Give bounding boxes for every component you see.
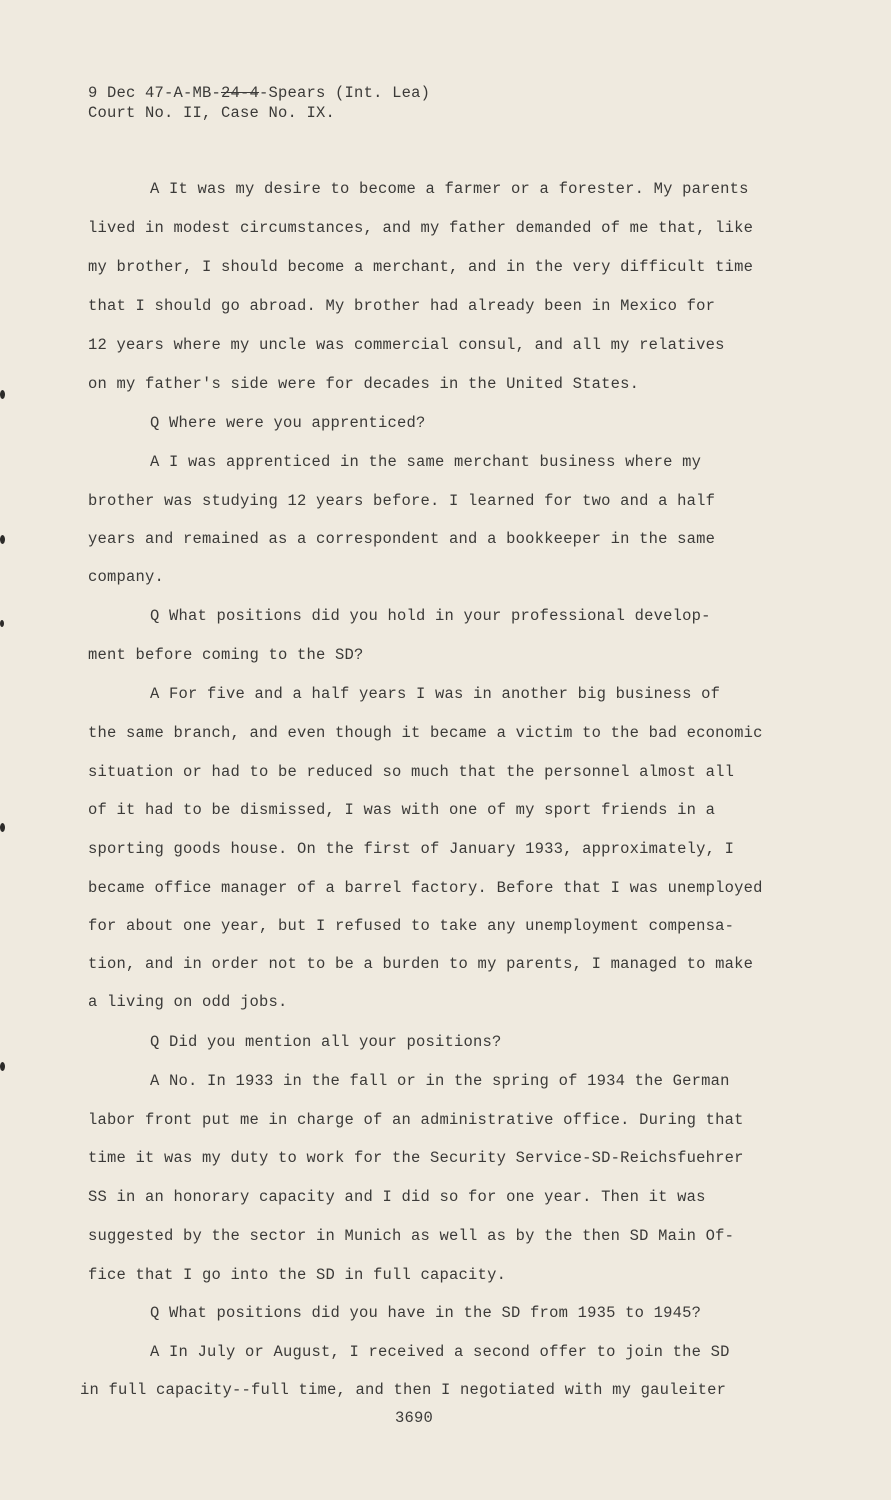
binder-mark <box>0 620 4 627</box>
text-line: ment before coming to the SD? <box>88 646 364 664</box>
header-struck-text: 24-4 <box>221 84 260 102</box>
text-line: Q What positions did you hold in your professional develop- <box>150 607 711 625</box>
text-line: for about one year, but I refused to take any unemployment compensa- <box>88 917 735 935</box>
binder-mark <box>0 823 5 832</box>
binder-mark <box>0 390 5 399</box>
text-line: time it was my duty to work for the Security Service-SD-Reichsfuehrer <box>88 1149 744 1167</box>
text-line: in full capacity--full time, and then I negotiated with my gauleiter <box>80 1381 727 1399</box>
text-line: tion, and in order not to be a burden to my parents, I managed to make <box>88 955 754 973</box>
text-line: my brother, I should become a merchant, and in the very difficult time <box>88 258 754 276</box>
text-line: A For five and a half years I was in another big business of <box>150 685 721 703</box>
text-line: the same branch, and even though it became a victim to the bad economic <box>88 724 763 742</box>
header-line-2: Court No. II, Case No. IX. <box>88 104 336 122</box>
text-line: fice that I go into the SD in full capacity. <box>88 1266 507 1284</box>
text-line: became office manager of a barrel factory. Before that I was unemployed <box>88 879 763 897</box>
header-prefix: 9 Dec 47-A-MB- <box>88 84 222 102</box>
text-line: A In July or August, I received a second offer to join the SD <box>150 1343 730 1361</box>
text-line: 12 years where my uncle was commercial consul, and all my relatives <box>88 336 725 354</box>
text-line: Q Where were you apprenticed? <box>150 414 426 432</box>
header-line-1 <box>88 84 430 102</box>
binder-mark <box>0 535 5 544</box>
text-line: SS in an honorary capacity and I did so for one year. Then it was <box>88 1188 706 1206</box>
text-line: that I should go abroad. My brother had already been in Mexico for <box>88 297 716 315</box>
text-line: Q What positions did you have in the SD from 1935 to 1945? <box>150 1304 702 1322</box>
text-line: A It was my desire to become a farmer or a forester. My parents <box>150 180 749 198</box>
header-suffix: -Spears (Int. Lea) <box>259 84 431 102</box>
text-line: sporting goods house. On the first of January 1933, approximately, I <box>88 840 735 858</box>
text-line: a living on odd jobs. <box>88 993 288 1011</box>
text-line: Q Did you mention all your positions? <box>150 1033 502 1051</box>
text-line: situation or had to be reduced so much that the personnel almost all <box>88 763 735 781</box>
text-line: lived in modest circumstances, and my father demanded of me that, like <box>88 219 754 237</box>
text-line: A No. In 1933 in the fall or in the spring of 1934 the German <box>150 1072 730 1090</box>
binder-mark <box>0 1062 5 1071</box>
page-number: 3690 <box>395 1409 434 1427</box>
text-line: labor front put me in charge of an administrative office. During that <box>88 1111 744 1129</box>
text-line: company. <box>88 568 165 586</box>
text-line: on my father's side were for decades in the United States. <box>88 375 640 393</box>
text-line: years and remained as a correspondent and a bookkeeper in the same <box>88 530 716 548</box>
text-line: A I was apprenticed in the same merchant business where my <box>150 453 702 471</box>
text-line: of it had to be dismissed, I was with one of my sport friends in a <box>88 801 716 819</box>
text-line: brother was studying 12 years before. I learned for two and a half <box>88 492 716 510</box>
text-line: suggested by the sector in Munich as well as by the then SD Main Of- <box>88 1227 735 1245</box>
